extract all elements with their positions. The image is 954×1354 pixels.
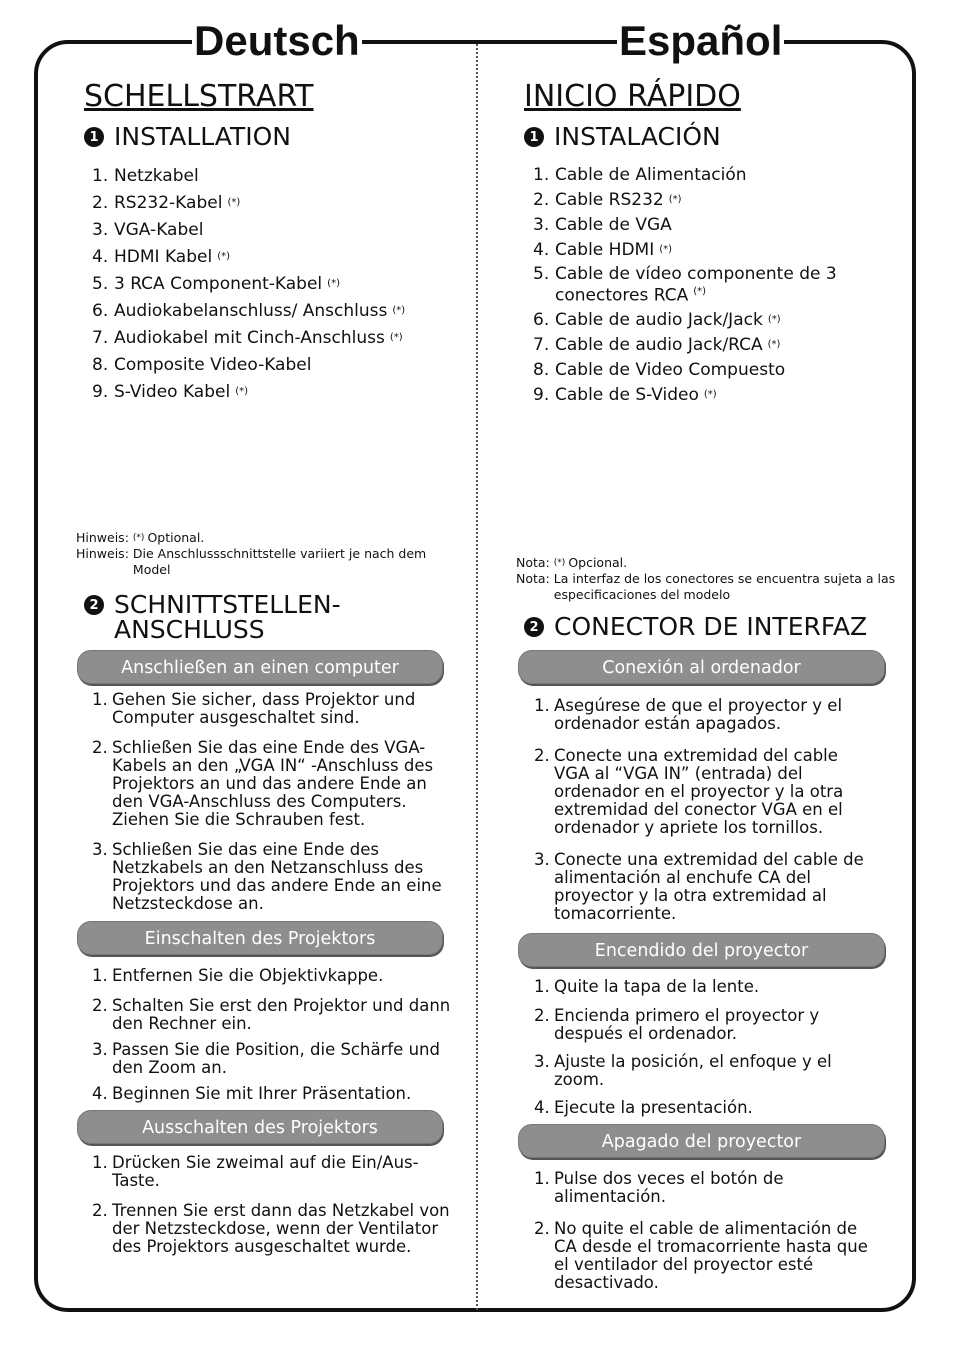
list-item: 3. VGA-Kabel [92, 220, 204, 240]
section-interface-es [524, 614, 867, 639]
list-item: 1. Pulse dos veces el botón de alimentación. [534, 1169, 784, 1206]
list-item: 1. Cable de Alimentación [533, 165, 747, 185]
step-number-icon: 2 [524, 617, 544, 637]
note-optional: Hinweis: (*) Optional. [76, 530, 205, 545]
section-bar-power-on-de: Einschalten des Projektors [77, 921, 443, 955]
list-item: 2. RS232-Kabel (*) [92, 193, 241, 213]
steps-connect-de [92, 691, 452, 913]
steps-power-on-de [92, 967, 452, 1103]
list-item: 2. Trennen Sie erst dann das Netzkabel von der Netzsteckdose, wenn der Ventilator des Projektors ausgeschaltet wurde. [92, 1201, 450, 1256]
section-heading: INSTALACIÓN [554, 122, 721, 151]
list-item: 4. Ejecute la presentación. [534, 1098, 753, 1117]
section-heading: INSTALLATION [114, 122, 291, 151]
section-interface-de [84, 592, 341, 642]
step-number-icon: 1 [84, 127, 104, 147]
list-item: 2. No quite el cable de alimentación de CA desde el tromacorriente hasta que el ventilador del proyector esté desactivado. [534, 1219, 868, 1292]
step-number-icon: 2 [84, 595, 104, 615]
section-installation-de [84, 124, 291, 149]
section-bar-connect-es: Conexión al ordenador [518, 650, 885, 684]
list-item: 3. Cable de VGA [533, 215, 672, 235]
page-title-de: SCHELLSTRART [84, 79, 314, 114]
column-divider [476, 44, 478, 1310]
list-item: 3. Schließen Sie das eine Ende des Netzkabels an den Netzanschluss des Projektors und das andere Ende an eine Netzsteckdose an. [92, 840, 442, 913]
list-item: 3. Passen Sie die Position, die Schärfe und den Zoom an. [92, 1040, 440, 1077]
list-item: 8. Composite Video-Kabel [92, 355, 312, 375]
language-title-de: Deutsch [194, 17, 360, 64]
list-item: 1. Asegúrese de que el proyector y el ordenador están apagados. [534, 696, 843, 733]
list-item: 1. Netzkabel [92, 166, 199, 186]
list-item: 7. Audiokabel mit Cinch-Anschluss (*) [92, 328, 403, 348]
list-item: 2. Conecte una extremidad del cable VGA al “VGA IN” (entrada) del ordenador en el proyector y la otra extremidad del conector VGA en el ordenador y apriete los tornillos. [534, 746, 844, 837]
list-item: 2. Schließen Sie das eine Ende des VGA-Kabels an den „VGA IN“ -Anschluss des Projektors an und das andere Ende an den VGA-Anschluss des Computers. Ziehen Sie die Schrauben fest. [92, 738, 434, 829]
list-item: 2. Cable RS232 (*) [533, 190, 682, 210]
parts-list-de [92, 166, 462, 402]
section-bar-power-off-de: Ausschalten des Projektors [77, 1110, 443, 1144]
section-heading: SCHNITTSTELLEN- ANSCHLUSS [114, 590, 341, 644]
list-item: 1. Drücken Sie zweimal auf die Ein/Aus-Taste. [92, 1153, 419, 1190]
list-item: 6. Cable de audio Jack/Jack (*) [533, 309, 781, 330]
list-item: 4. Cable HDMI (*) [533, 240, 673, 260]
language-title-es: Español [619, 17, 783, 64]
section-bar-power-on-es: Encendido del proyector [518, 933, 885, 967]
list-item: 5. 3 RCA Component-Kabel (*) [92, 274, 340, 294]
page-title-es: INICIO RÁPIDO [524, 79, 741, 114]
list-item: 3. Ajuste la posición, el enfoque y el zoom. [534, 1052, 832, 1089]
note-interface: Nota: La interfaz de los conectores se encuentra sujeta a las especificaciones del modelo [516, 571, 896, 602]
list-item: 7. Cable de audio Jack/RCA (*) [533, 334, 781, 355]
list-item: 2. Encienda primero el proyector y después el ordenador. [534, 1006, 820, 1043]
section-bar-connect-de: Anschließen an einen computer [77, 650, 443, 684]
steps-power-off-de [92, 1154, 452, 1256]
list-item: 9. Cable de S-Video (*) [533, 384, 717, 405]
list-item: 9. S-Video Kabel (*) [92, 382, 249, 402]
note-optional: Nota: (*) Opcional. [516, 555, 628, 570]
list-item: 4. Beginnen Sie mit Ihrer Präsentation. [92, 1084, 412, 1103]
list-item: 4. HDMI Kabel (*) [92, 247, 231, 267]
note-interface: Hinweis: Die Anschlussschnittstelle variiert je nach dem Model [76, 546, 427, 577]
parts-list-es [533, 165, 873, 405]
notes-de [76, 530, 456, 578]
list-item: 8. Cable de Video Compuesto [533, 359, 786, 380]
list-item: 2. Schalten Sie erst den Projektor und dann den Rechner ein. [92, 996, 451, 1033]
steps-connect-es [534, 697, 874, 923]
notes-es [516, 555, 900, 603]
list-item: 5. Cable de vídeo componente de 3 conectores RCA (*) [533, 264, 837, 306]
list-item: 3. Conecte una extremidad del cable de alimentación al enchufe CA del proyector y la otra extremidad al tomacorriente. [534, 850, 864, 923]
list-item: 6. Audiokabelanschluss/ Anschluss (*) [92, 301, 406, 321]
section-installation-es [524, 124, 721, 149]
steps-power-off-es [534, 1170, 874, 1292]
section-heading: CONECTOR DE INTERFAZ [554, 612, 868, 641]
list-item: 1. Entfernen Sie die Objektivkappe. [92, 966, 384, 985]
step-number-icon: 1 [524, 127, 544, 147]
list-item: 1. Gehen Sie sicher, dass Projektor und Computer ausgeschaltet sind. [92, 690, 416, 727]
section-bar-power-off-es: Apagado del proyector [518, 1124, 885, 1158]
steps-power-on-es [534, 978, 874, 1117]
list-item: 1. Quite la tapa de la lente. [534, 977, 760, 996]
